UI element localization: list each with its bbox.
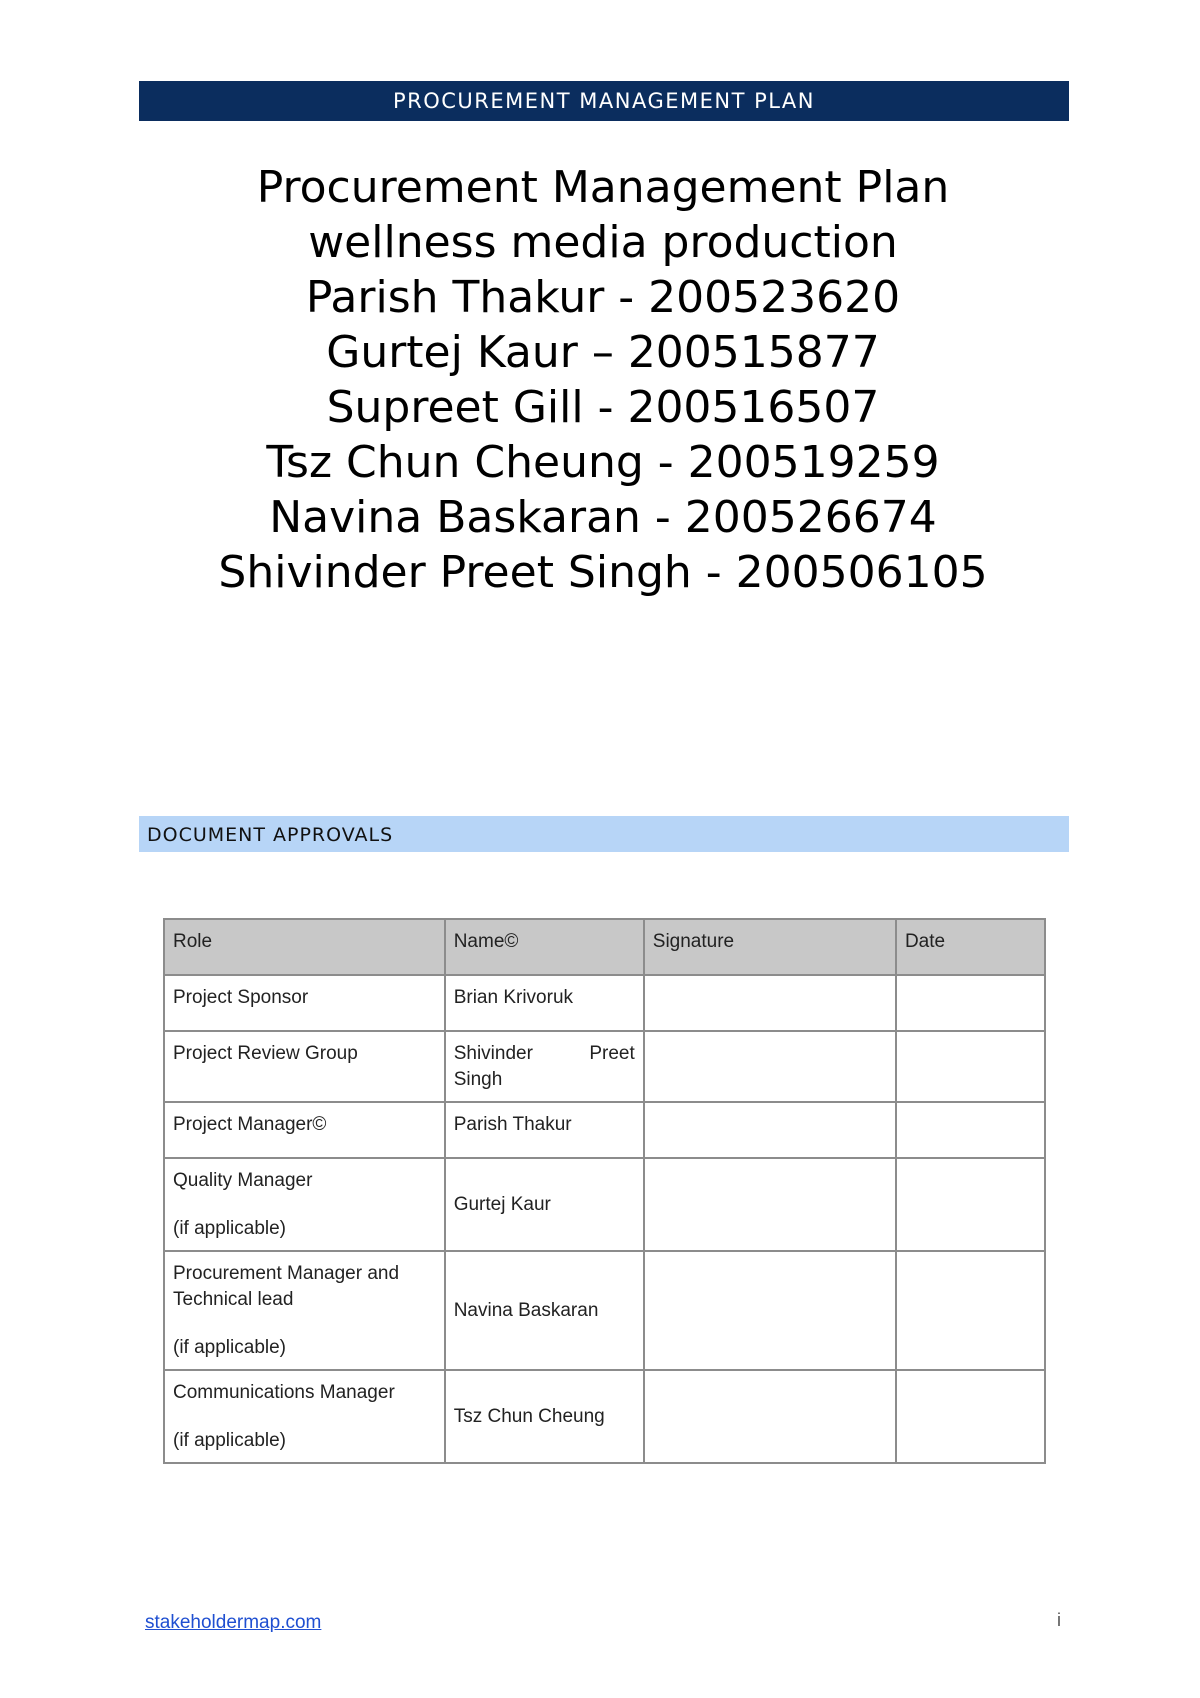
cell-role	[164, 1158, 445, 1251]
cell-date[interactable]	[896, 1102, 1045, 1158]
cell-name: Brian Krivoruk	[445, 975, 644, 1031]
cell-name: Tsz Chun Cheung	[445, 1370, 644, 1463]
cell-name: Navina Baskaran	[445, 1251, 644, 1370]
name-part: Singh	[453, 1069, 503, 1090]
cell-signature[interactable]	[644, 975, 896, 1031]
cell-name	[445, 1031, 644, 1102]
table-row	[164, 1370, 1045, 1463]
title-line-project: wellness media production	[308, 217, 898, 268]
cell-signature[interactable]	[644, 1158, 896, 1251]
column-header-role: Role	[164, 919, 445, 975]
cell-date[interactable]	[896, 1031, 1045, 1102]
cell-name: Parish Thakur	[445, 1102, 644, 1158]
header-banner: PROCUREMENT MANAGEMENT PLAN	[139, 81, 1069, 121]
page-number: i	[1057, 1610, 1061, 1630]
title-line-member: Shivinder Preet Singh - 200506105	[218, 547, 988, 598]
role-label: Quality Manager	[173, 1170, 313, 1191]
name-part: Shivinder	[453, 1043, 533, 1064]
cell-date[interactable]	[896, 1370, 1045, 1463]
cell-date[interactable]	[896, 1251, 1045, 1370]
cell-date[interactable]	[896, 1158, 1045, 1251]
title-line-plan: Procurement Management Plan	[256, 162, 950, 213]
role-label: Procurement Manager and Technical lead	[173, 1263, 400, 1310]
column-header-date: Date	[896, 919, 1045, 975]
name-part: Preet	[589, 1043, 635, 1064]
cell-date[interactable]	[896, 975, 1045, 1031]
table-row	[164, 975, 1045, 1031]
role-note: (if applicable)	[173, 1337, 286, 1358]
cell-signature[interactable]	[644, 1251, 896, 1370]
title-line-member: Tsz Chun Cheung - 200519259	[266, 437, 940, 488]
table-row	[164, 1102, 1045, 1158]
cell-role: Project Manager©	[164, 1102, 445, 1158]
role-note: (if applicable)	[173, 1218, 286, 1239]
title-line-member: Navina Baskaran - 200526674	[269, 492, 937, 543]
column-header-signature: Signature	[644, 919, 896, 975]
title-line-member: Gurtej Kaur – 200515877	[326, 327, 880, 378]
approvals-table	[163, 918, 1046, 1464]
cell-role	[164, 1251, 445, 1370]
cell-role: Project Sponsor	[164, 975, 445, 1031]
table-row	[164, 1158, 1045, 1251]
section-heading-approvals: DOCUMENT APPROVALS	[139, 816, 1069, 852]
title-line-member: Supreet Gill - 200516507	[326, 382, 880, 433]
document-title	[100, 160, 1106, 600]
cell-role	[164, 1370, 445, 1463]
role-label: Communications Manager	[173, 1382, 395, 1403]
cell-signature[interactable]	[644, 1102, 896, 1158]
cell-signature[interactable]	[644, 1370, 896, 1463]
cell-signature[interactable]	[644, 1031, 896, 1102]
table-header-row	[164, 919, 1045, 975]
cell-role: Project Review Group	[164, 1031, 445, 1102]
column-header-name: Name©	[445, 919, 644, 975]
role-note: (if applicable)	[173, 1430, 286, 1451]
footer-website-link[interactable]: stakeholdermap.com	[145, 1612, 322, 1633]
title-line-member: Parish Thakur - 200523620	[305, 272, 901, 323]
table-row	[164, 1031, 1045, 1102]
table-row	[164, 1251, 1045, 1370]
name-first-line	[454, 1041, 635, 1067]
cell-name: Gurtej Kaur	[445, 1158, 644, 1251]
